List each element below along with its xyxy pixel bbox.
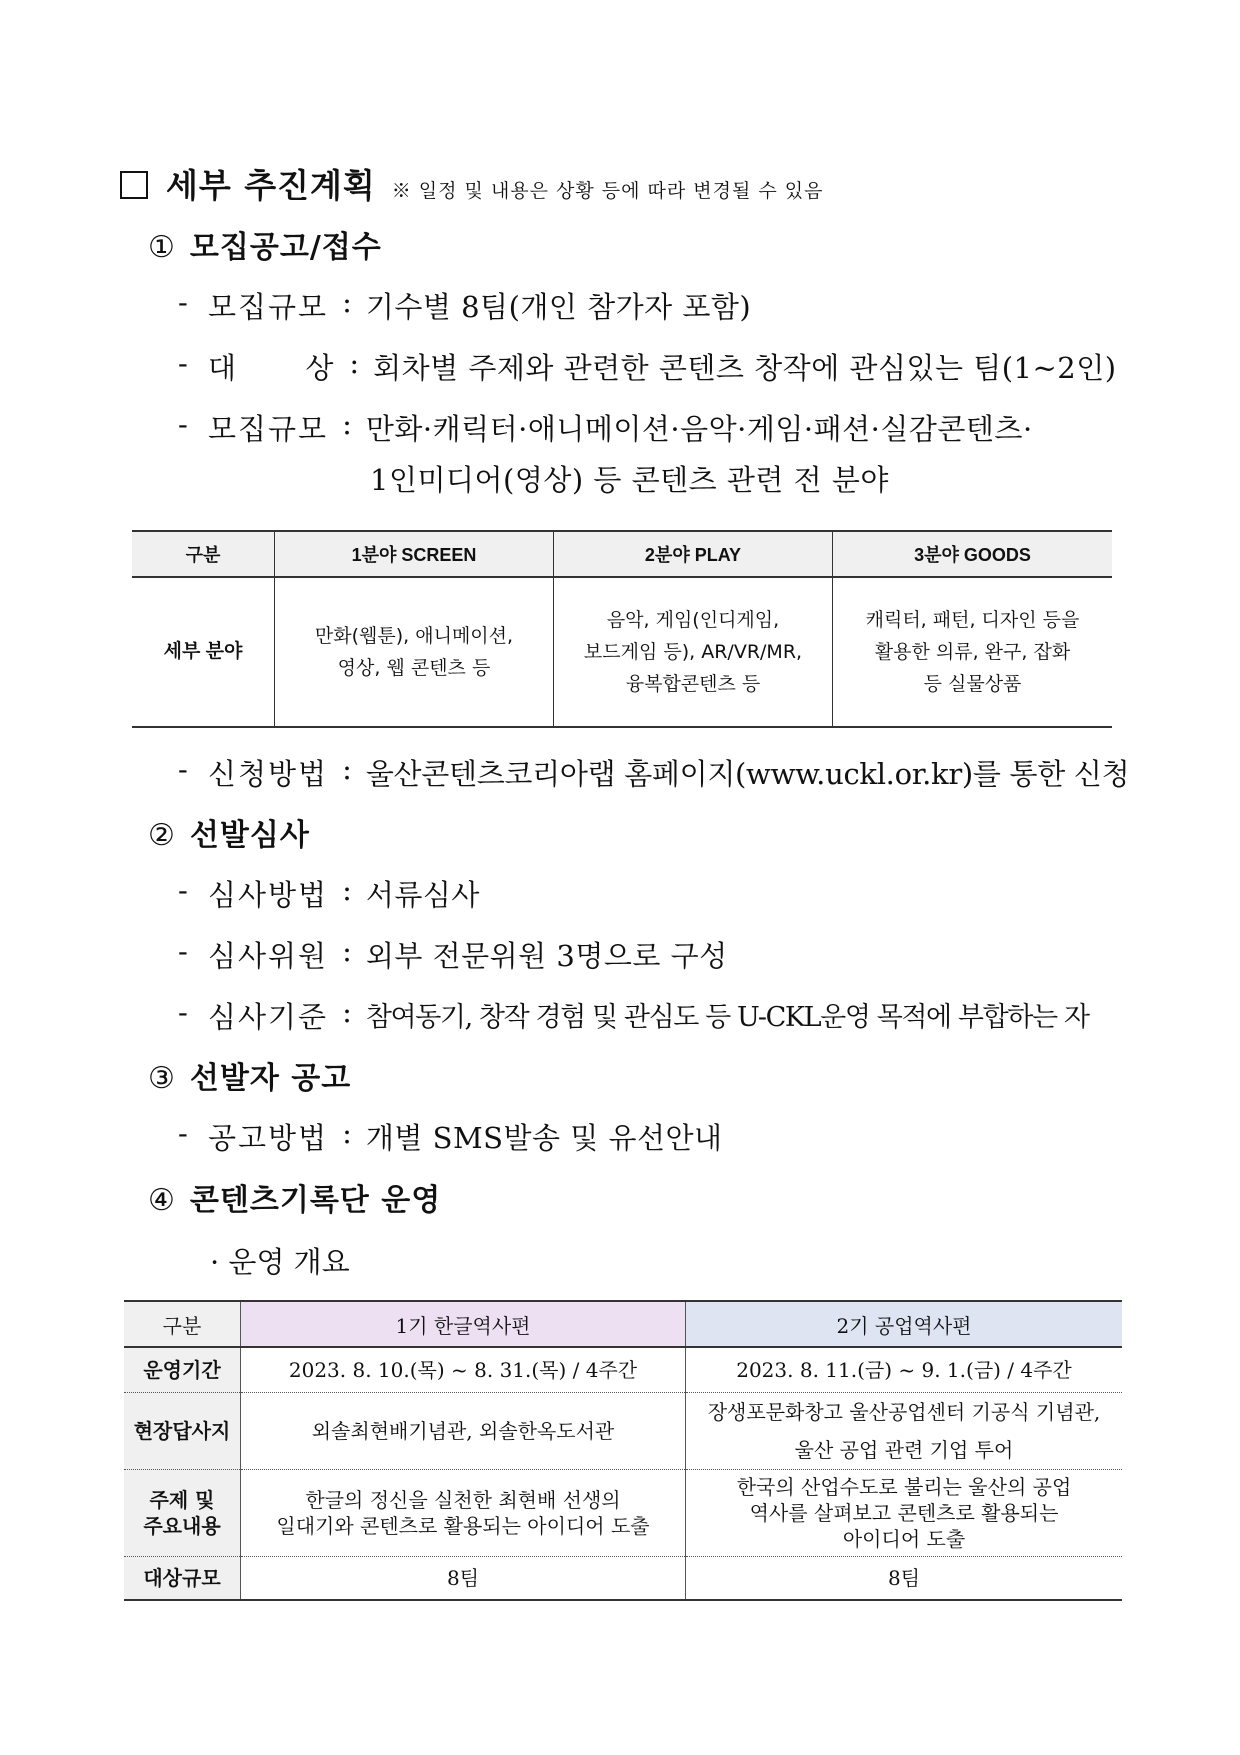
recruit-item-scale: - 모집규모 : 기수별 8팀(개인 참가자 포함) [178, 285, 752, 324]
table-row [124, 1393, 1122, 1470]
section-heading-3 [148, 1053, 351, 1097]
checkbox-square-icon [120, 171, 148, 199]
item-value: 외부 전문위원 3명으로 구성 [365, 939, 728, 973]
cell-line: 장생포문화창고 울산공업센터 기공식 기념관, [707, 1400, 1101, 1424]
table-header: 구분 [132, 531, 275, 577]
announce-item: - 공고방법 : 개별 SMS발송 및 유선안내 [178, 1116, 723, 1155]
table-header: 2분야 PLAY [554, 531, 833, 577]
cell-line: 음악, 게임(인디게임, [606, 609, 780, 631]
section-heading-1 [148, 222, 382, 266]
cell-line: 활용한 의류, 완구, 잡화 [874, 641, 1071, 663]
table-cell: 2023. 8. 10.(목) ~ 8. 31.(목) / 4주간 [241, 1347, 686, 1393]
selection-item-judges: - 심사위원 : 외부 전문위원 3명으로 구성 [178, 934, 728, 973]
cell-line: 역사를 살펴보고 콘텐츠로 활용되는 [749, 1501, 1059, 1525]
item-label: 심사기준 [208, 1000, 329, 1034]
table-header-row [124, 1301, 1122, 1347]
recruit-item-fields-continued: 1인미디어(영상) 등 콘텐츠 관련 전 분야 [370, 463, 889, 497]
table-cell: 2023. 8. 11.(금) ~ 9. 1.(금) / 4주간 [686, 1347, 1123, 1393]
item-label: 신청방법 [208, 757, 329, 791]
cell-line: 캐릭터, 패턴, 디자인 등을 [865, 609, 1080, 631]
cell-line: 영상, 웹 콘텐츠 등 [337, 657, 491, 679]
table-cell [275, 577, 554, 727]
table-cell: 외솔최현배기념관, 외솔한옥도서관 [241, 1393, 686, 1470]
table-cell: 8팀 [241, 1557, 686, 1601]
table-header: 1분야 SCREEN [275, 531, 554, 577]
table-header-row [132, 531, 1112, 577]
item-label: 대 상 [208, 351, 336, 385]
section-number: ① [148, 230, 176, 265]
item-value: 서류심사 [365, 878, 480, 912]
item-label: 심사방법 [208, 878, 329, 912]
operation-table [124, 1300, 1122, 1601]
section-title: 선발자 공고 [189, 1061, 352, 1096]
table-cell: 8팀 [686, 1557, 1123, 1601]
cell-line: 한국의 산업수도로 불리는 울산의 공업 [736, 1475, 1072, 1499]
cell-line: 주요내용 [143, 1514, 221, 1538]
cell-line: 일대기와 콘텐츠로 활용되는 아이디어 도출 [276, 1514, 650, 1538]
cell-line: 등 실물상품 [923, 673, 1022, 695]
row-label [124, 1470, 241, 1557]
table-cell [554, 577, 833, 727]
section-number: ③ [148, 1061, 176, 1096]
heading-note: ※ 일정 및 내용은 상황 등에 따라 변경될 수 있음 [391, 180, 824, 202]
section-number: ② [148, 818, 176, 853]
item-value: 회차별 주제와 관련한 콘텐츠 창작에 관심있는 팀(1~2인) [373, 351, 1117, 385]
table-row [124, 1470, 1122, 1557]
cell-line: 한글의 정신을 실천한 최현배 선생의 [305, 1488, 621, 1512]
table-cell [686, 1393, 1123, 1470]
cell-line: 아이디어 도출 [842, 1527, 966, 1551]
section-number: ④ [148, 1183, 176, 1218]
row-label: 현장답사지 [124, 1393, 241, 1470]
section-heading-4 [148, 1175, 441, 1219]
cell-line: 만화(웹툰), 애니메이션, [314, 625, 514, 647]
recruit-item-fields: - 모집규모 : 만화·캐릭터·애니메이션·음악·게임·패션·실감콘텐츠· [178, 407, 1033, 446]
operation-bullet: · 운영 개요 [210, 1245, 350, 1279]
item-value: 울산콘텐츠코리아랩 홈페이지(www.uckl.or.kr)를 통한 신청 [365, 757, 1130, 791]
item-label: 모집규모 [208, 412, 329, 446]
table-header: 1기 한글역사편 [241, 1301, 686, 1347]
recruit-apply: - 신청방법 : 울산콘텐츠코리아랩 홈페이지(www.uckl.or.kr)를 통한 신청 [178, 752, 1130, 791]
section-title: 모집공고/접수 [189, 230, 382, 265]
field-table [132, 530, 1112, 728]
table-cell [241, 1470, 686, 1557]
main-heading [120, 160, 824, 207]
selection-item-criteria: - 심사기준 : 참여동기, 창작 경험 및 관심도 등 U-CKL운영 목적에 부합하는 자 [178, 995, 1089, 1034]
item-label: 공고방법 [208, 1121, 329, 1155]
section-title: 콘텐츠기록단 운영 [189, 1183, 442, 1218]
table-row [132, 577, 1112, 727]
table-header: 구분 [124, 1301, 241, 1347]
item-value: 참여동기, 창작 경험 및 관심도 등 U-CKL운영 목적에 부합하는 자 [365, 1002, 1089, 1033]
item-value: 개별 SMS발송 및 유선안내 [365, 1121, 723, 1155]
table-cell [833, 577, 1113, 727]
row-label: 대상규모 [124, 1557, 241, 1601]
cell-line: 주제 및 [149, 1488, 215, 1512]
table-row [124, 1347, 1122, 1393]
table-header: 2기 공업역사편 [686, 1301, 1123, 1347]
section-heading-2 [148, 810, 310, 854]
cell-line: 보드게임 등), AR/VR/MR, [583, 641, 803, 663]
item-value: 기수별 8팀(개인 참가자 포함) [365, 290, 752, 324]
item-label: 모집규모 [208, 290, 329, 324]
table-header: 3분야 GOODS [833, 531, 1113, 577]
section-title: 선발심사 [189, 818, 310, 853]
row-label: 세부 분야 [132, 577, 275, 727]
table-row [124, 1557, 1122, 1601]
item-label: 심사위원 [208, 939, 329, 973]
main-title: 세부 추진계획 [166, 166, 376, 205]
cell-line: 융복합콘텐츠 등 [625, 673, 761, 695]
row-label: 운영기간 [124, 1347, 241, 1393]
cell-line: 울산 공업 관련 기업 투어 [794, 1438, 1014, 1462]
item-value: 만화·캐릭터·애니메이션·음악·게임·패션·실감콘텐츠· [365, 412, 1033, 446]
recruit-item-target: - 대 상 : 회차별 주제와 관련한 콘텐츠 창작에 관심있는 팀(1~2인) [178, 346, 1117, 385]
table-cell [686, 1470, 1123, 1557]
selection-item-method: - 심사방법 : 서류심사 [178, 873, 480, 912]
